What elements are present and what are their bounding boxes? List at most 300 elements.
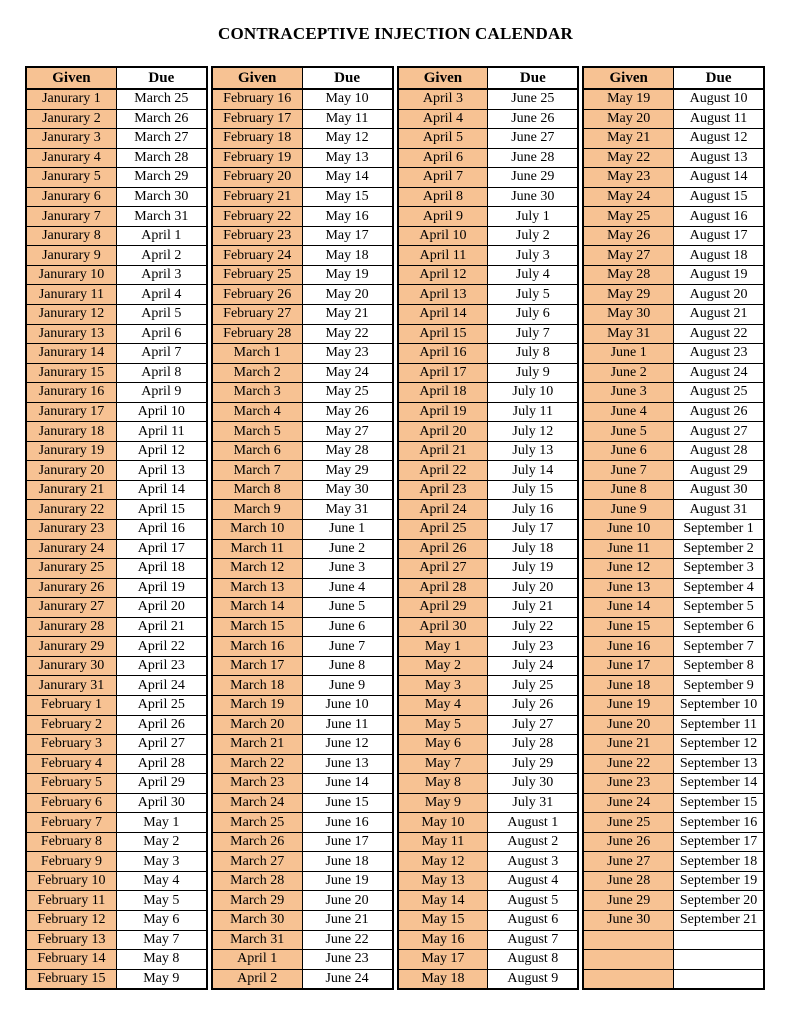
table-row bbox=[584, 480, 763, 500]
given-date-cell: March 27 bbox=[213, 852, 303, 871]
table-row bbox=[213, 773, 392, 793]
table-row bbox=[399, 910, 578, 930]
table-rows bbox=[27, 90, 206, 988]
given-date-cell: March 23 bbox=[213, 774, 303, 793]
due-date-cell: June 13 bbox=[303, 755, 392, 774]
due-date-cell bbox=[674, 931, 763, 950]
due-date-cell: April 20 bbox=[117, 598, 206, 617]
table-row bbox=[27, 871, 206, 891]
given-date-cell: April 1 bbox=[213, 950, 303, 969]
due-date-cell: June 21 bbox=[303, 911, 392, 930]
due-date-cell: September 15 bbox=[674, 794, 763, 813]
given-date-cell: May 15 bbox=[399, 911, 489, 930]
table-row bbox=[584, 304, 763, 324]
due-date-cell: May 17 bbox=[303, 227, 392, 246]
given-date-cell: March 24 bbox=[213, 794, 303, 813]
table-row bbox=[399, 421, 578, 441]
due-date-cell: April 8 bbox=[117, 364, 206, 383]
given-date-cell: May 27 bbox=[584, 246, 674, 265]
table-row bbox=[27, 656, 206, 676]
given-date-cell: May 13 bbox=[399, 872, 489, 891]
given-date-cell: May 6 bbox=[399, 735, 489, 754]
table-row bbox=[584, 519, 763, 539]
due-date-cell: August 22 bbox=[674, 325, 763, 344]
due-date-cell: July 16 bbox=[488, 500, 577, 519]
table-row bbox=[584, 773, 763, 793]
given-date-cell: Janurary 22 bbox=[27, 500, 117, 519]
due-date-cell: June 16 bbox=[303, 813, 392, 832]
given-date-cell: April 14 bbox=[399, 305, 489, 324]
given-date-cell: February 6 bbox=[27, 794, 117, 813]
due-date-cell: July 10 bbox=[488, 383, 577, 402]
table-row bbox=[399, 265, 578, 285]
table-row bbox=[584, 969, 763, 989]
given-date-cell: June 28 bbox=[584, 872, 674, 891]
table-row bbox=[399, 675, 578, 695]
given-date-cell: June 30 bbox=[584, 911, 674, 930]
given-date-cell: May 30 bbox=[584, 305, 674, 324]
due-date-cell: May 28 bbox=[303, 442, 392, 461]
table-row bbox=[399, 890, 578, 910]
table-row bbox=[213, 421, 392, 441]
given-date-cell: Janurary 25 bbox=[27, 559, 117, 578]
given-date-cell: April 19 bbox=[399, 403, 489, 422]
due-date-cell: July 13 bbox=[488, 442, 577, 461]
table-row bbox=[584, 851, 763, 871]
table-row bbox=[27, 284, 206, 304]
table-row bbox=[213, 793, 392, 813]
table-row bbox=[399, 324, 578, 344]
table-row bbox=[213, 578, 392, 598]
due-date-cell: August 15 bbox=[674, 188, 763, 207]
calendar-grid bbox=[25, 66, 765, 990]
given-date-cell: May 3 bbox=[399, 676, 489, 695]
table-row bbox=[213, 265, 392, 285]
table-row bbox=[213, 910, 392, 930]
table-row bbox=[213, 109, 392, 129]
given-date-cell: February 26 bbox=[213, 285, 303, 304]
given-date-cell: March 7 bbox=[213, 461, 303, 480]
table-row bbox=[213, 969, 392, 989]
header-row bbox=[27, 68, 206, 90]
table-row bbox=[399, 793, 578, 813]
given-date-cell: Janurary 31 bbox=[27, 676, 117, 695]
given-date-cell: February 25 bbox=[213, 266, 303, 285]
table-row bbox=[27, 812, 206, 832]
table-row bbox=[584, 382, 763, 402]
due-date-cell: July 21 bbox=[488, 598, 577, 617]
table-row bbox=[584, 675, 763, 695]
due-date-cell: April 12 bbox=[117, 442, 206, 461]
due-date-cell: June 12 bbox=[303, 735, 392, 754]
given-date-cell: June 29 bbox=[584, 891, 674, 910]
table-row bbox=[584, 695, 763, 715]
given-date-cell: June 15 bbox=[584, 618, 674, 637]
due-date-cell: May 1 bbox=[117, 813, 206, 832]
given-date-cell: February 11 bbox=[27, 891, 117, 910]
table-row bbox=[27, 519, 206, 539]
given-date-cell: April 20 bbox=[399, 422, 489, 441]
due-date-cell: August 8 bbox=[488, 950, 577, 969]
given-date-cell: April 26 bbox=[399, 540, 489, 559]
due-date-cell: April 28 bbox=[117, 755, 206, 774]
table-row bbox=[399, 499, 578, 519]
table-row bbox=[399, 656, 578, 676]
due-date-cell: May 29 bbox=[303, 461, 392, 480]
given-date-cell: April 25 bbox=[399, 520, 489, 539]
table-row bbox=[27, 402, 206, 422]
table-row bbox=[27, 187, 206, 207]
table-row bbox=[213, 832, 392, 852]
due-date-cell: June 26 bbox=[488, 110, 577, 129]
given-date-cell: May 29 bbox=[584, 285, 674, 304]
table-row bbox=[213, 148, 392, 168]
given-date-cell: Janurary 7 bbox=[27, 207, 117, 226]
given-date-cell: February 9 bbox=[27, 852, 117, 871]
due-date-cell: June 8 bbox=[303, 657, 392, 676]
given-date-cell: Janurary 14 bbox=[27, 344, 117, 363]
given-date-cell: Janurary 15 bbox=[27, 364, 117, 383]
table-row bbox=[399, 148, 578, 168]
table-row bbox=[213, 167, 392, 187]
due-date-cell: September 13 bbox=[674, 755, 763, 774]
due-date-cell: June 9 bbox=[303, 676, 392, 695]
table-row bbox=[399, 206, 578, 226]
table-row bbox=[213, 226, 392, 246]
table-row bbox=[27, 499, 206, 519]
table-row bbox=[213, 715, 392, 735]
table-row bbox=[27, 715, 206, 735]
due-date-cell: August 27 bbox=[674, 422, 763, 441]
table-row bbox=[399, 304, 578, 324]
due-date-cell: September 7 bbox=[674, 637, 763, 656]
due-date-cell: July 2 bbox=[488, 227, 577, 246]
table-rows bbox=[213, 90, 392, 988]
given-date-cell: June 23 bbox=[584, 774, 674, 793]
due-date-cell: March 30 bbox=[117, 188, 206, 207]
table-row bbox=[584, 754, 763, 774]
given-date-cell: February 17 bbox=[213, 110, 303, 129]
due-date-cell: March 27 bbox=[117, 129, 206, 148]
table-row bbox=[27, 793, 206, 813]
due-date-cell: June 27 bbox=[488, 129, 577, 148]
table-row bbox=[584, 715, 763, 735]
due-date-cell: July 26 bbox=[488, 696, 577, 715]
due-date-cell: June 6 bbox=[303, 618, 392, 637]
given-date-cell: April 30 bbox=[399, 618, 489, 637]
table-row bbox=[584, 597, 763, 617]
table-row bbox=[584, 421, 763, 441]
due-date-cell: June 19 bbox=[303, 872, 392, 891]
due-date-cell: July 28 bbox=[488, 735, 577, 754]
due-date-cell: September 8 bbox=[674, 657, 763, 676]
table-row bbox=[399, 284, 578, 304]
header-row bbox=[213, 68, 392, 90]
given-date-cell: Janurary 19 bbox=[27, 442, 117, 461]
due-date-cell: August 13 bbox=[674, 149, 763, 168]
due-date-cell: August 12 bbox=[674, 129, 763, 148]
due-date-cell: May 6 bbox=[117, 911, 206, 930]
table-row bbox=[399, 187, 578, 207]
due-date-cell: July 15 bbox=[488, 481, 577, 500]
given-date-cell: March 22 bbox=[213, 755, 303, 774]
given-date-cell: February 1 bbox=[27, 696, 117, 715]
table-row bbox=[27, 773, 206, 793]
given-date-cell: March 11 bbox=[213, 540, 303, 559]
table-row bbox=[584, 226, 763, 246]
table-row bbox=[584, 558, 763, 578]
due-date-cell: June 18 bbox=[303, 852, 392, 871]
due-date-cell: July 4 bbox=[488, 266, 577, 285]
given-date-cell: March 26 bbox=[213, 833, 303, 852]
due-date-cell: August 11 bbox=[674, 110, 763, 129]
due-date-cell: July 9 bbox=[488, 364, 577, 383]
given-date-cell: February 13 bbox=[27, 931, 117, 950]
table-row bbox=[27, 363, 206, 383]
table-row bbox=[27, 851, 206, 871]
calendar-block-1 bbox=[25, 66, 208, 990]
table-row bbox=[584, 578, 763, 598]
given-date-cell: May 14 bbox=[399, 891, 489, 910]
given-date-cell: April 12 bbox=[399, 266, 489, 285]
table-row bbox=[584, 910, 763, 930]
due-date-cell: September 17 bbox=[674, 833, 763, 852]
given-date-cell: June 2 bbox=[584, 364, 674, 383]
given-date-cell: February 14 bbox=[27, 950, 117, 969]
due-date-cell: April 24 bbox=[117, 676, 206, 695]
due-date-cell: May 26 bbox=[303, 403, 392, 422]
table-row bbox=[27, 421, 206, 441]
given-date-cell: April 10 bbox=[399, 227, 489, 246]
table-row bbox=[213, 754, 392, 774]
due-date-cell: July 22 bbox=[488, 618, 577, 637]
table-row bbox=[213, 382, 392, 402]
given-date-cell: May 22 bbox=[584, 149, 674, 168]
table-row bbox=[399, 363, 578, 383]
table-row bbox=[584, 363, 763, 383]
table-row bbox=[584, 890, 763, 910]
given-date-cell: April 6 bbox=[399, 149, 489, 168]
due-date-cell: May 18 bbox=[303, 246, 392, 265]
given-date-cell: May 2 bbox=[399, 657, 489, 676]
given-date-cell: May 23 bbox=[584, 168, 674, 187]
given-date-cell: June 20 bbox=[584, 716, 674, 735]
due-date-cell: April 9 bbox=[117, 383, 206, 402]
table-row bbox=[584, 284, 763, 304]
due-date-cell: August 26 bbox=[674, 403, 763, 422]
given-date-cell: February 23 bbox=[213, 227, 303, 246]
table-row bbox=[399, 519, 578, 539]
given-date-cell: Janurary 20 bbox=[27, 461, 117, 480]
given-date-cell: February 10 bbox=[27, 872, 117, 891]
due-date-cell: August 9 bbox=[488, 970, 577, 989]
given-date-cell: April 17 bbox=[399, 364, 489, 383]
calendar-block-3 bbox=[397, 66, 580, 990]
due-date-cell: September 10 bbox=[674, 696, 763, 715]
given-date-cell: March 13 bbox=[213, 579, 303, 598]
due-date-cell: July 23 bbox=[488, 637, 577, 656]
due-date-cell: April 22 bbox=[117, 637, 206, 656]
given-date-cell: Janurary 12 bbox=[27, 305, 117, 324]
given-date-cell: February 8 bbox=[27, 833, 117, 852]
table-row bbox=[27, 343, 206, 363]
table-row bbox=[213, 90, 392, 109]
due-date-cell: August 7 bbox=[488, 931, 577, 950]
table-row bbox=[213, 402, 392, 422]
due-date-cell: April 3 bbox=[117, 266, 206, 285]
table-row bbox=[213, 871, 392, 891]
table-row bbox=[584, 499, 763, 519]
due-date-cell: August 30 bbox=[674, 481, 763, 500]
header-row bbox=[584, 68, 763, 90]
table-row bbox=[213, 558, 392, 578]
due-date-cell: March 26 bbox=[117, 110, 206, 129]
given-date-cell: Janurary 11 bbox=[27, 285, 117, 304]
given-date-cell: Janurary 30 bbox=[27, 657, 117, 676]
table-rows bbox=[399, 90, 578, 988]
table-row bbox=[584, 656, 763, 676]
due-date-cell: September 4 bbox=[674, 579, 763, 598]
given-date-cell: Janurary 17 bbox=[27, 403, 117, 422]
given-date-cell: May 20 bbox=[584, 110, 674, 129]
table-row bbox=[213, 890, 392, 910]
table-row bbox=[399, 812, 578, 832]
due-date-cell: April 25 bbox=[117, 696, 206, 715]
given-date-cell: April 7 bbox=[399, 168, 489, 187]
table-row bbox=[584, 636, 763, 656]
table-row bbox=[213, 930, 392, 950]
table-row bbox=[584, 949, 763, 969]
due-date-cell: June 20 bbox=[303, 891, 392, 910]
given-date-cell: May 16 bbox=[399, 931, 489, 950]
given-date-cell: March 3 bbox=[213, 383, 303, 402]
given-date-cell: Janurary 16 bbox=[27, 383, 117, 402]
given-date-cell: May 12 bbox=[399, 852, 489, 871]
given-date-cell: June 18 bbox=[584, 676, 674, 695]
table-row bbox=[213, 949, 392, 969]
given-date-cell: June 1 bbox=[584, 344, 674, 363]
given-date-cell: March 28 bbox=[213, 872, 303, 891]
given-date-cell: February 27 bbox=[213, 305, 303, 324]
given-date-cell: June 19 bbox=[584, 696, 674, 715]
table-row bbox=[399, 539, 578, 559]
due-date-cell: June 22 bbox=[303, 931, 392, 950]
due-date-cell: June 30 bbox=[488, 188, 577, 207]
due-date-cell: May 27 bbox=[303, 422, 392, 441]
given-date-cell: April 5 bbox=[399, 129, 489, 148]
due-date-cell: September 6 bbox=[674, 618, 763, 637]
table-row bbox=[399, 226, 578, 246]
due-date-cell: September 12 bbox=[674, 735, 763, 754]
due-date-cell: May 15 bbox=[303, 188, 392, 207]
due-date-cell: September 3 bbox=[674, 559, 763, 578]
given-date-cell: March 5 bbox=[213, 422, 303, 441]
given-header: Given bbox=[584, 68, 674, 88]
given-date-cell: June 21 bbox=[584, 735, 674, 754]
due-date-cell: July 24 bbox=[488, 657, 577, 676]
given-date-cell: March 2 bbox=[213, 364, 303, 383]
table-row bbox=[27, 597, 206, 617]
given-date-cell: April 18 bbox=[399, 383, 489, 402]
table-row bbox=[27, 245, 206, 265]
given-date-cell: June 22 bbox=[584, 755, 674, 774]
due-date-cell: June 5 bbox=[303, 598, 392, 617]
given-date-cell: March 29 bbox=[213, 891, 303, 910]
given-date-cell: June 26 bbox=[584, 833, 674, 852]
due-date-cell: August 16 bbox=[674, 207, 763, 226]
table-row bbox=[27, 460, 206, 480]
table-row bbox=[213, 656, 392, 676]
table-row bbox=[27, 969, 206, 989]
table-row bbox=[27, 109, 206, 129]
given-date-cell: March 10 bbox=[213, 520, 303, 539]
due-date-cell: April 21 bbox=[117, 618, 206, 637]
given-date-cell: February 3 bbox=[27, 735, 117, 754]
given-date-cell: April 22 bbox=[399, 461, 489, 480]
table-row bbox=[584, 871, 763, 891]
due-date-cell: May 31 bbox=[303, 500, 392, 519]
table-row bbox=[213, 695, 392, 715]
due-date-cell: May 19 bbox=[303, 266, 392, 285]
due-date-cell: June 15 bbox=[303, 794, 392, 813]
table-row bbox=[399, 597, 578, 617]
table-row bbox=[213, 441, 392, 461]
due-date-cell: May 23 bbox=[303, 344, 392, 363]
due-date-cell: May 7 bbox=[117, 931, 206, 950]
given-date-cell: April 21 bbox=[399, 442, 489, 461]
given-date-cell: May 9 bbox=[399, 794, 489, 813]
due-date-cell: August 14 bbox=[674, 168, 763, 187]
given-date-cell: March 20 bbox=[213, 716, 303, 735]
table-row bbox=[213, 675, 392, 695]
due-date-cell bbox=[674, 950, 763, 969]
table-row bbox=[213, 284, 392, 304]
table-row bbox=[213, 539, 392, 559]
given-date-cell: Janurary 24 bbox=[27, 540, 117, 559]
due-date-cell: April 2 bbox=[117, 246, 206, 265]
due-date-cell: July 12 bbox=[488, 422, 577, 441]
given-date-cell: June 8 bbox=[584, 481, 674, 500]
due-date-cell: March 29 bbox=[117, 168, 206, 187]
table-row bbox=[27, 324, 206, 344]
given-date-cell: May 11 bbox=[399, 833, 489, 852]
table-row bbox=[27, 265, 206, 285]
due-date-cell: May 21 bbox=[303, 305, 392, 324]
due-date-cell: June 7 bbox=[303, 637, 392, 656]
table-row bbox=[399, 636, 578, 656]
given-date-cell: March 25 bbox=[213, 813, 303, 832]
given-date-cell: March 6 bbox=[213, 442, 303, 461]
given-date-cell: Janurary 23 bbox=[27, 520, 117, 539]
given-date-cell: April 3 bbox=[399, 90, 489, 109]
given-date-cell: March 12 bbox=[213, 559, 303, 578]
due-date-cell: July 7 bbox=[488, 325, 577, 344]
table-row bbox=[27, 890, 206, 910]
given-date-cell: February 12 bbox=[27, 911, 117, 930]
given-date-cell: April 9 bbox=[399, 207, 489, 226]
given-date-cell: February 21 bbox=[213, 188, 303, 207]
given-date-cell: Janurary 26 bbox=[27, 579, 117, 598]
table-row bbox=[213, 812, 392, 832]
due-date-cell: May 2 bbox=[117, 833, 206, 852]
given-date-cell: May 19 bbox=[584, 90, 674, 109]
due-date-cell: June 17 bbox=[303, 833, 392, 852]
given-date-cell: May 26 bbox=[584, 227, 674, 246]
due-header: Due bbox=[303, 68, 392, 88]
table-row bbox=[584, 793, 763, 813]
due-date-cell: June 1 bbox=[303, 520, 392, 539]
due-date-cell: August 2 bbox=[488, 833, 577, 852]
